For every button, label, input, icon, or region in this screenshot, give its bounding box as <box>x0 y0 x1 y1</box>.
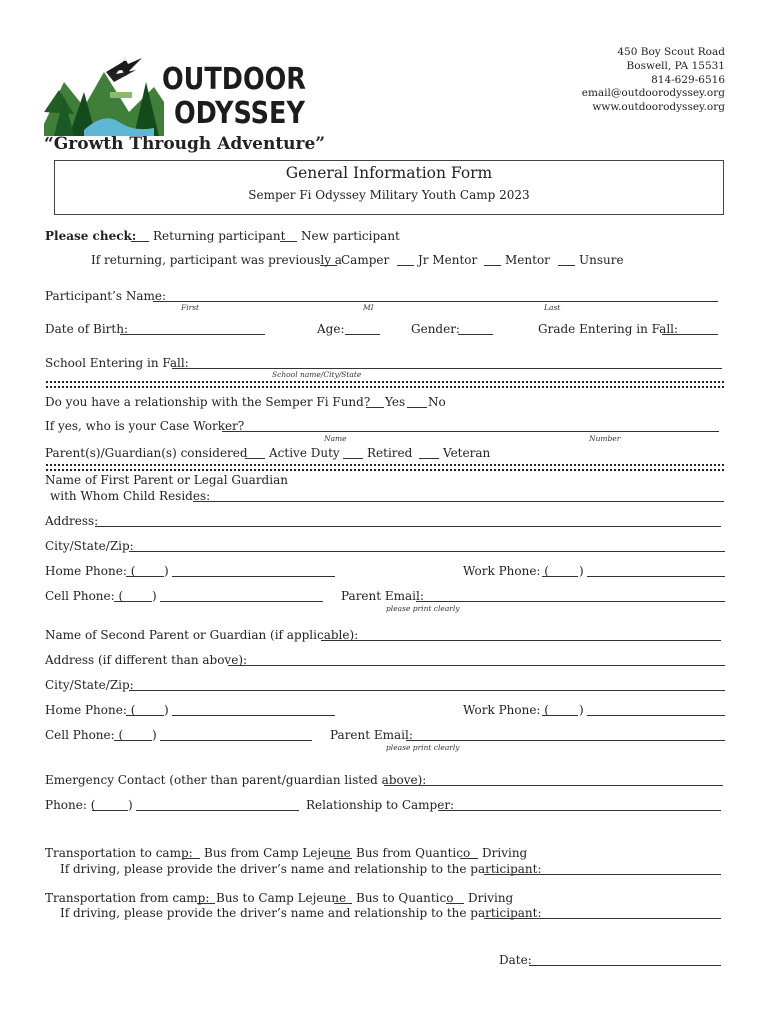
gender-field[interactable] <box>458 334 493 335</box>
parent1-email-field[interactable] <box>416 601 725 602</box>
first-hint: First <box>181 303 200 312</box>
participant-name-label: Participant’s Name: <box>45 289 166 303</box>
yes-checkbox[interactable] <box>366 407 384 408</box>
contact-address <box>582 46 725 115</box>
number-hint: Number <box>589 434 621 443</box>
yes-label: Yes <box>385 395 406 409</box>
unsure-checkbox[interactable] <box>558 265 575 266</box>
parent1-address-field[interactable] <box>95 526 721 527</box>
age-field[interactable] <box>345 334 380 335</box>
parent2-name-label: Name of Second Parent or Guardian (if applicable): <box>45 628 359 642</box>
parent1-name-field[interactable] <box>193 501 724 502</box>
parent1-city-label: City/State/Zip: <box>45 539 134 553</box>
eagle-icon <box>108 54 142 80</box>
parent1-email-hint: please print clearly <box>386 604 460 613</box>
address-street: 450 Boy Scout Road <box>617 46 725 58</box>
participant-name-field[interactable] <box>153 301 718 302</box>
parent2-name-field[interactable] <box>321 640 721 641</box>
from-driving-checkbox[interactable] <box>446 903 464 904</box>
transport-to-label: Transportation to camp: <box>45 846 193 860</box>
date-field[interactable] <box>529 965 721 966</box>
paren-close: ) <box>152 728 157 742</box>
from-driver-field[interactable] <box>484 918 721 919</box>
address-website: www.outdoorodyssey.org <box>592 101 725 114</box>
from-quantico-label: Bus to Quantico <box>356 891 454 905</box>
address-phone: 814-629-6516 <box>651 73 725 86</box>
unsure-label: Unsure <box>579 253 624 267</box>
returning-label: Returning participant <box>153 229 286 243</box>
dob-field[interactable] <box>120 334 265 335</box>
no-label: No <box>428 395 446 409</box>
parent1-work-field[interactable] <box>587 576 725 577</box>
semper-relationship-label: Do you have a relationship with the Semper Fi Fund? <box>45 395 371 409</box>
new-checkbox[interactable] <box>280 241 297 242</box>
parent2-cell-area-field[interactable] <box>114 740 152 741</box>
emergency-phone-field[interactable] <box>136 810 299 811</box>
mi-hint: MI <box>363 303 374 312</box>
emergency-phone-area-field[interactable] <box>92 810 128 811</box>
parent1-name-label-1: Name of First Parent or Legal Guardian <box>45 473 288 487</box>
from-lejeune-checkbox[interactable] <box>197 903 215 904</box>
logo-landscape-image <box>44 52 164 136</box>
emergency-phone-label: Phone: ( <box>45 798 96 812</box>
paren-close: ) <box>164 564 169 578</box>
considered-label: Parent(s)/Guardian(s) considered <box>45 446 248 460</box>
tagline: “Growth Through Adventure” <box>44 134 326 154</box>
from-quantico-checkbox[interactable] <box>334 903 352 904</box>
school-hint: School name/City/State <box>272 370 362 379</box>
parent1-work-area-field[interactable] <box>542 576 578 577</box>
parent1-home-label: Home Phone: ( <box>45 564 136 578</box>
parent2-city-field[interactable] <box>129 690 725 691</box>
new-label: New participant <box>301 229 400 243</box>
parent1-cell-area-field[interactable] <box>114 601 152 602</box>
parent2-work-field[interactable] <box>587 715 725 716</box>
emergency-label: Emergency Contact (other than parent/guardian listed above): <box>45 773 427 787</box>
jr-mentor-label: Jr Mentor <box>418 253 478 267</box>
brand-line-2: ODYSSEY <box>174 96 305 131</box>
parent2-home-area-field[interactable] <box>126 715 164 716</box>
form-title-box <box>54 160 724 215</box>
section-divider <box>46 464 724 471</box>
form-subtitle: Semper Fi Odyssey Military Youth Camp 2023 <box>248 188 530 202</box>
paren-close: ) <box>579 564 584 578</box>
paren-close: ) <box>128 798 133 812</box>
school-label: School Entering in Fall: <box>45 356 189 370</box>
parent2-home-label: Home Phone: ( <box>45 703 136 717</box>
age-label: Age: <box>317 322 345 336</box>
transport-from-label: Transportation from camp: <box>45 891 210 905</box>
please-check-label: Please check: <box>45 229 137 243</box>
parent2-email-field[interactable] <box>406 740 725 741</box>
dob-label: Date of Birth: <box>45 322 128 336</box>
to-lejeune-label: Bus from Camp Lejeune <box>204 846 351 860</box>
parent2-home-field[interactable] <box>172 715 335 716</box>
date-label: Date: <box>499 953 532 967</box>
logo <box>44 52 326 162</box>
to-lejeune-checkbox[interactable] <box>182 858 200 859</box>
address-email: email@outdoorodyssey.org <box>581 87 725 100</box>
emergency-field[interactable] <box>384 785 723 786</box>
parent2-cell-label: Cell Phone: ( <box>45 728 124 742</box>
gender-label: Gender: <box>411 322 460 336</box>
parent1-address-label: Address: <box>45 514 99 528</box>
last-hint: Last <box>544 303 561 312</box>
parent1-home-area-field[interactable] <box>126 576 164 577</box>
parent2-email-hint: please print clearly <box>386 743 460 752</box>
parent1-city-field[interactable] <box>129 551 725 552</box>
active-duty-label: Active Duty <box>269 446 340 460</box>
parent2-address-field[interactable] <box>228 665 725 666</box>
emergency-relationship-label: Relationship to Camper: <box>306 798 455 812</box>
paren-close: ) <box>152 589 157 603</box>
grade-label: Grade Entering in Fall: <box>538 322 679 336</box>
parent2-cell-field[interactable] <box>160 740 312 741</box>
parent1-cell-field[interactable] <box>160 601 323 602</box>
paren-close: ) <box>164 703 169 717</box>
mentor-label: Mentor <box>505 253 550 267</box>
parent2-address-label: Address (if different than above): <box>45 653 248 667</box>
brand-line-1: OUTDOOR <box>162 62 306 97</box>
returning-checkbox[interactable] <box>131 241 149 242</box>
paren-close: ) <box>579 703 584 717</box>
parent1-email-label: Parent Email: <box>341 589 424 603</box>
to-driving-checkbox[interactable] <box>460 858 478 859</box>
address-city: Boswell, PA 15531 <box>626 59 725 72</box>
previous-role-label: If returning, participant was previously a <box>91 253 342 267</box>
parent1-work-label: Work Phone: ( <box>463 564 549 578</box>
retired-label: Retired <box>367 446 413 460</box>
school-field[interactable] <box>172 368 722 369</box>
veteran-label: Veteran <box>443 446 491 460</box>
from-driving-note: If driving, please provide the driver’s name and relationship to the participant: <box>60 906 542 920</box>
parent1-cell-label: Cell Phone: ( <box>45 589 124 603</box>
parent1-name-label-2: with Whom Child Resides: <box>50 489 211 503</box>
name-hint: Name <box>324 434 347 443</box>
emergency-relationship-field[interactable] <box>438 810 721 811</box>
parent2-work-area-field[interactable] <box>542 715 578 716</box>
grade-field[interactable] <box>662 334 718 335</box>
parent2-city-label: City/State/Zip: <box>45 678 134 692</box>
to-driver-field[interactable] <box>484 874 721 875</box>
case-worker-field[interactable] <box>222 431 719 432</box>
parent2-work-label: Work Phone: ( <box>463 703 549 717</box>
to-driving-note: If driving, please provide the driver’s name and relationship to the participant: <box>60 862 542 876</box>
jr-mentor-checkbox[interactable] <box>397 265 414 266</box>
parent1-home-field[interactable] <box>172 576 335 577</box>
section-divider <box>46 381 724 388</box>
to-quantico-label: Bus from Quantico <box>356 846 471 860</box>
to-quantico-checkbox[interactable] <box>334 858 352 859</box>
parent2-email-label: Parent Email: <box>330 728 413 742</box>
form-title: General Information Form <box>285 164 493 182</box>
mentor-checkbox[interactable] <box>484 265 501 266</box>
from-lejeune-label: Bus to Camp Lejeune <box>216 891 347 905</box>
from-driving-label: Driving <box>468 891 514 905</box>
veteran-checkbox[interactable] <box>419 458 439 459</box>
camper-label: Camper <box>341 253 390 267</box>
camper-checkbox[interactable] <box>320 265 337 266</box>
case-worker-label: If yes, who is your Case Worker? <box>45 419 245 433</box>
active-duty-checkbox[interactable] <box>245 458 265 459</box>
to-driving-label: Driving <box>482 846 528 860</box>
no-checkbox[interactable] <box>407 407 427 408</box>
retired-checkbox[interactable] <box>343 458 363 459</box>
